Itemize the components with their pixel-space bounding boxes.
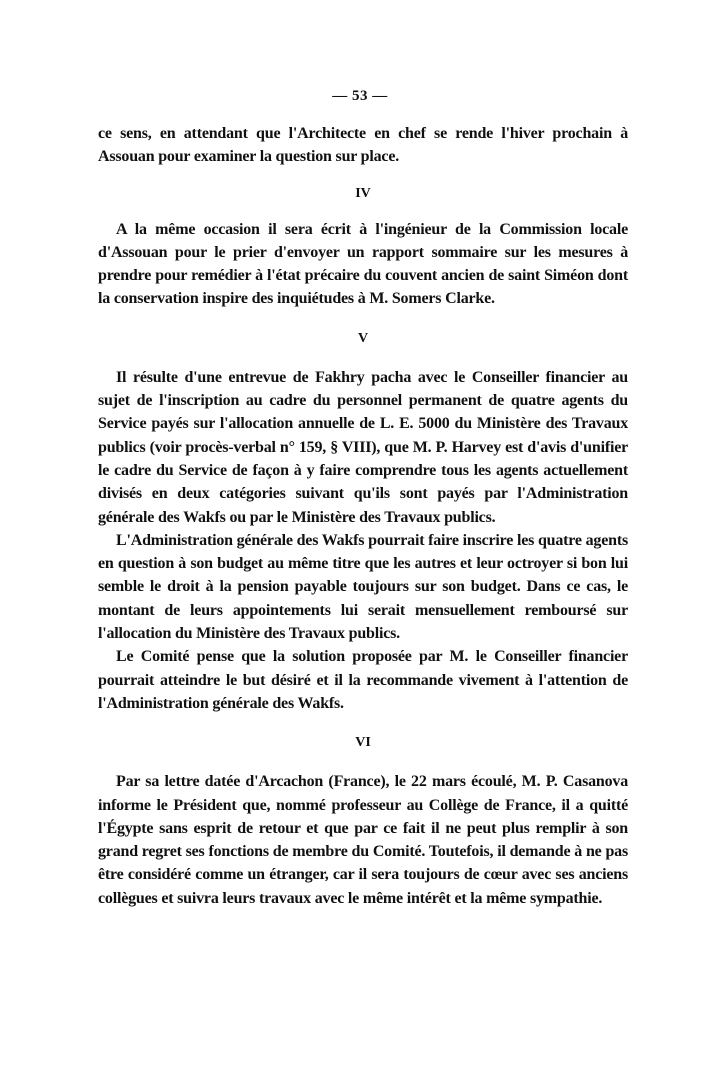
paragraph-iv-1: A la même occasion il sera écrit à l'ingénieur de la Commission locale d'Assouan pour le prier d'envoyer un rapport sommaire sur les mesures à prendre pour remédier à l'état précaire du couvent ancien de saint Siméon dont la conservation inspire des inquiétudes à M. Somers Clarke. xyxy=(98,220,628,308)
paragraph-intro: ce sens, en attendant que l'Architecte en chef se rende l'hiver prochain à Assouan pour examiner la question sur place. xyxy=(98,125,628,166)
section-heading-v: V xyxy=(357,330,369,346)
paragraph-v-3: Le Comité pense que la solution proposée par M. le Conseiller financier pourrait atteindre le but désiré et il la recommande vivement à l'attention de l'Administration générale des Wakfs. xyxy=(98,648,628,712)
paragraph-v-1: Il résulte d'une entrevue de Fakhry pacha avec le Conseiller financier au sujet de l'inscription au cadre du personnel permanent de quatre agents du Service payés sur l'allocation annuelle de L. E. 5000 du Ministère des Travaux publics (voir procès-verbal n° 159, § VIII), que M. P. Harvey est d'avis d'unifier le cadre du Service de façon à y faire comprendre tous les agents actuellement divisés en deux catégories suivant qu'ils sont payés par l'Administration générale des Wakfs ou par le Ministère des Travaux publics. xyxy=(98,368,628,526)
body-text xyxy=(98,122,628,910)
page-number: — 53 — xyxy=(332,88,388,104)
section-heading-vi: VI xyxy=(355,735,371,751)
paragraph-vi-1: Par sa lettre datée d'Arcachon (France), le 22 mars écoulé, M. P. Casanova informe le Président que, nommé professeur au Collège de France, il a quitté l'Égypte sans esprit de retour et que par ce fait il ne peut plus remplir à son grand regret ses fonctions de membre du Comité. Toutefois, il demande à ne pas être considéré comme un étranger, car il sera toujours de cœur avec ses anciens collègues et suivra leurs travaux avec le même intérêt et la même sympathie. xyxy=(98,773,628,907)
paragraph-v-2: L'Administration générale des Wakfs pourrait faire inscrire les quatre agents en question à son budget au même titre que les autres et leur octroyer si bon lui semble le droit à la pension payable toujours sur son budget. Dans ce cas, le montant de leurs appointements lui serait mensuellement remboursé sur l'allocation du Ministère des Travaux publics. xyxy=(98,531,628,643)
section-heading-iv: IV xyxy=(355,185,371,201)
